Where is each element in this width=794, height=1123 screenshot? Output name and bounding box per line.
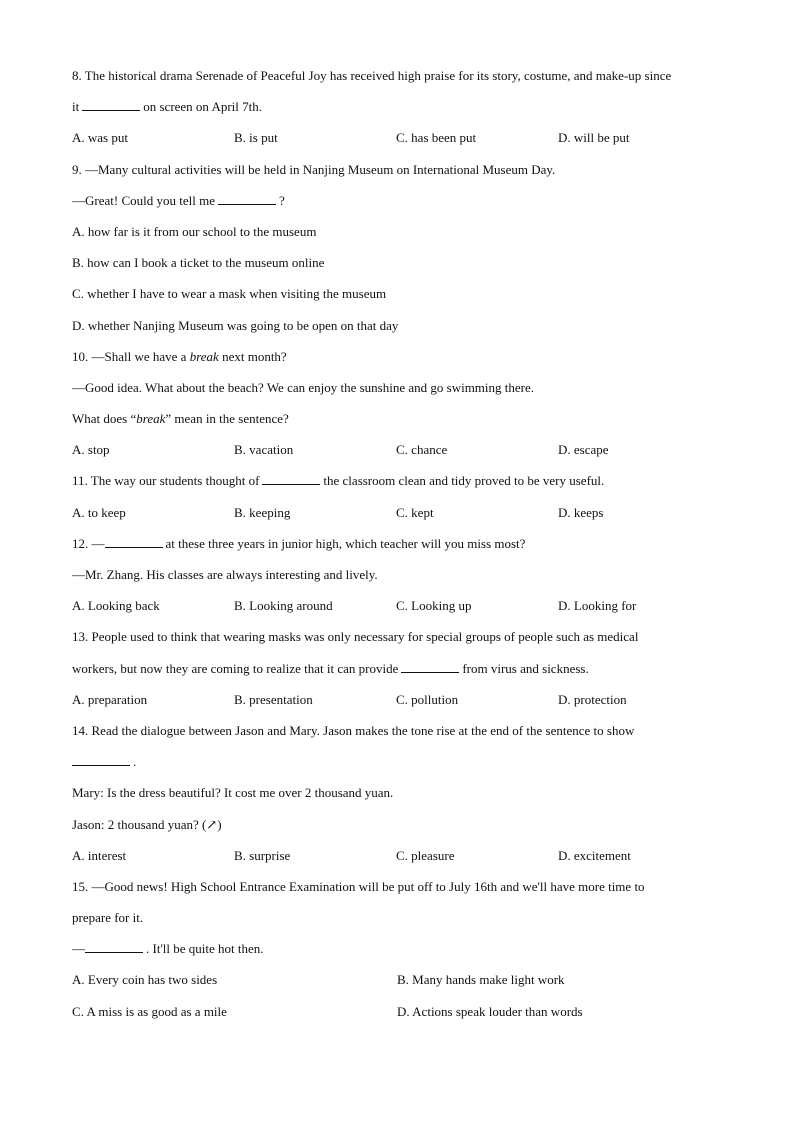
q9-option-c[interactable]: C. whether I have to wear a mask when visiting the museum bbox=[72, 286, 387, 302]
q10-option-d[interactable]: D. escape bbox=[558, 442, 609, 458]
q13-stem-line2 bbox=[72, 653, 732, 684]
q15-options-row1 bbox=[72, 964, 732, 995]
exam-page bbox=[72, 60, 732, 1027]
q11-option-c[interactable]: C. kept bbox=[396, 504, 434, 520]
q8-options bbox=[72, 122, 732, 153]
q9-stem: 9. —Many cultural activities will be held in Nanjing Museum on International Museum Day. bbox=[72, 161, 556, 177]
q13-option-d[interactable]: D. protection bbox=[558, 691, 627, 707]
q8-stem-text-b2: on screen on April 7th. bbox=[143, 99, 263, 115]
q13-answer-blank bbox=[401, 660, 459, 673]
q12-option-c[interactable]: C. Looking up bbox=[396, 598, 472, 614]
q14-jason: Jason: 2 thousand yuan? (↗) bbox=[72, 816, 222, 832]
q11-options bbox=[72, 497, 732, 528]
q15-stem-line1: 15. —Good news! High School Entrance Examination will be put off to July 16th and we'll have more time to bbox=[72, 878, 645, 894]
q15-stem-line2: prepare for it. bbox=[72, 910, 144, 926]
q8-stem-line1 bbox=[72, 60, 732, 91]
q8-option-b[interactable]: B. is put bbox=[234, 130, 278, 146]
q12-stem bbox=[72, 528, 732, 559]
q15-reply-text: — bbox=[72, 941, 85, 957]
q9-reply bbox=[72, 185, 732, 216]
q14-stem: 14. Read the dialogue between Jason and Mary. Jason makes the tone rise at the end of the sentence to show bbox=[72, 722, 635, 738]
q15-reply bbox=[72, 933, 732, 964]
q8-stem-text-b1: it bbox=[72, 99, 80, 115]
q15-options-row2 bbox=[72, 996, 732, 1027]
q10-ask-text: What does “ bbox=[72, 411, 137, 427]
q11-stem-text: 11. The way our students thought of bbox=[72, 473, 260, 489]
q14-option-b[interactable]: B. surprise bbox=[234, 847, 291, 863]
q10-option-c[interactable]: C. chance bbox=[396, 442, 448, 458]
q10-ask-keyword: break bbox=[136, 411, 166, 427]
q9-reply-text: —Great! Could you tell me bbox=[72, 192, 215, 208]
q12-stem-text: 12. — bbox=[72, 535, 105, 551]
q10-keyword: break bbox=[189, 348, 219, 364]
q15-option-d[interactable]: D. Actions speak louder than words bbox=[397, 1003, 583, 1019]
q11-option-a[interactable]: A. to keep bbox=[72, 504, 126, 520]
q8-option-a[interactable]: A. was put bbox=[72, 130, 128, 146]
q8-answer-blank bbox=[82, 98, 140, 111]
q8-stem-line2 bbox=[72, 91, 732, 122]
q12-option-a[interactable]: A. Looking back bbox=[72, 598, 160, 614]
q15-reply-end: . It'll be quite hot then. bbox=[146, 941, 264, 957]
q8-option-c[interactable]: C. has been put bbox=[396, 130, 477, 146]
q13-stem-line1: 13. People used to think that wearing masks was only necessary for special groups of people such as medical bbox=[72, 629, 639, 645]
q10-stem bbox=[72, 341, 732, 372]
q12-stem-end: at these three years in junior high, which teacher will you miss most? bbox=[165, 535, 526, 551]
q14-option-d[interactable]: D. excitement bbox=[558, 847, 631, 863]
q15-option-a[interactable]: A. Every coin has two sides bbox=[72, 972, 218, 988]
q15-option-b[interactable]: B. Many hands make light work bbox=[397, 972, 565, 988]
q8-option-d[interactable]: D. will be put bbox=[558, 130, 630, 146]
q10-reply: —Good idea. What about the beach? We can enjoy the sunshine and go swimming there. bbox=[72, 379, 535, 395]
q15-answer-blank bbox=[85, 940, 143, 953]
q12-option-d[interactable]: D. Looking for bbox=[558, 598, 637, 614]
q9-option-d[interactable]: D. whether Nanjing Museum was going to be open on that day bbox=[72, 317, 399, 333]
q8-stem-text: 8. The historical drama Serenade of Peaceful Joy has received high praise for its story, costume, and make-up since bbox=[72, 68, 672, 83]
q11-option-d[interactable]: D. keeps bbox=[558, 504, 604, 520]
q15-option-c[interactable]: C. A miss is as good as a mile bbox=[72, 1003, 227, 1019]
q9-option-b[interactable]: B. how can I book a ticket to the museum online bbox=[72, 255, 325, 271]
q14-option-c[interactable]: C. pleasure bbox=[396, 847, 455, 863]
q10-ask bbox=[72, 403, 732, 434]
q12-option-b[interactable]: B. Looking around bbox=[234, 598, 333, 614]
q11-stem-end: the classroom clean and tidy proved to be very useful. bbox=[323, 473, 605, 489]
q13-stem-end: from virus and sickness. bbox=[462, 660, 589, 676]
q11-stem bbox=[72, 465, 732, 496]
q13-option-c[interactable]: C. pollution bbox=[396, 691, 459, 707]
q14-option-a[interactable]: A. interest bbox=[72, 847, 127, 863]
q9-reply-end: ? bbox=[278, 192, 285, 208]
q14-mary: Mary: Is the dress beautiful? It cost me over 2 thousand yuan. bbox=[72, 785, 394, 801]
q11-option-b[interactable]: B. keeping bbox=[234, 504, 291, 520]
q12-reply: —Mr. Zhang. His classes are always interesting and lively. bbox=[72, 567, 378, 582]
q14-stem-end: . bbox=[133, 754, 137, 770]
q13-option-a[interactable]: A. preparation bbox=[72, 691, 148, 707]
q10-stem-end: next month? bbox=[222, 348, 287, 364]
q10-options bbox=[72, 434, 732, 465]
q9-option-a[interactable]: A. how far is it from our school to the museum bbox=[72, 223, 317, 239]
q14-blank-line bbox=[72, 746, 732, 777]
q11-answer-blank bbox=[262, 472, 320, 485]
q10-stem-text: 10. —Shall we have a bbox=[72, 348, 187, 364]
q9-answer-blank bbox=[218, 192, 276, 205]
q14-options bbox=[72, 840, 732, 871]
q10-option-a[interactable]: A. stop bbox=[72, 442, 110, 458]
q13-option-b[interactable]: B. presentation bbox=[234, 691, 313, 707]
q13-options bbox=[72, 684, 732, 715]
q12-options bbox=[72, 590, 732, 621]
q10-ask-end: ” mean in the sentence? bbox=[165, 411, 289, 427]
q13-stem-text: workers, but now they are coming to realize that it can provide bbox=[72, 660, 399, 676]
q14-answer-blank bbox=[72, 753, 130, 766]
q10-option-b[interactable]: B. vacation bbox=[234, 442, 294, 458]
q12-answer-blank bbox=[105, 535, 163, 548]
